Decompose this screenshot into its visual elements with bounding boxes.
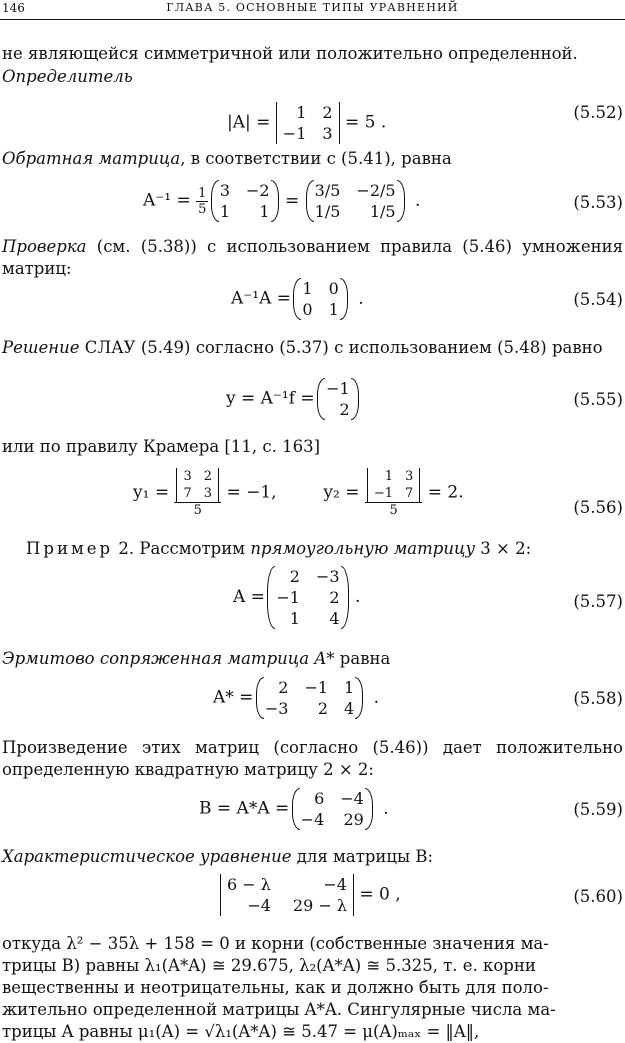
matrix-cell: 7	[183, 486, 192, 501]
paragraph-8	[2, 648, 623, 670]
matrix-cell: −1	[282, 124, 307, 143]
eq-lhs: A⁻¹ =	[143, 190, 191, 211]
term-determinant: Определитель	[2, 67, 133, 86]
eq-rhs: = 5 .	[344, 112, 387, 133]
term-rectangular-matrix: прямоугольную матрицу	[250, 539, 476, 558]
equation-number: (5.53)	[573, 193, 623, 212]
result-2: = 2.	[427, 482, 464, 503]
text-line: трицы A равны μ₁(A) = √λ₁(A*A) ≅ 5.47 = μ(A)ₘₐₓ = ‖A‖,	[2, 1022, 480, 1041]
identity-matrix	[296, 278, 344, 320]
term-hermitian: Эрмитово сопряженная матрица	[2, 649, 310, 668]
cramer-fraction-1	[174, 468, 221, 518]
matrix-cell: 7	[405, 486, 414, 501]
matrix-cell: 6 − λ	[227, 875, 271, 894]
matrix-cell: 3/5	[314, 181, 341, 200]
symbol-a-star: A*	[309, 649, 335, 668]
equation-number: (5.55)	[573, 390, 623, 409]
matrix-cell: 1	[328, 300, 339, 319]
eq-tail: .	[383, 798, 389, 819]
eq-lhs: A =	[233, 587, 265, 607]
equation-number: (5.52)	[573, 103, 623, 122]
eq-lhs: y = A⁻¹f =	[226, 388, 315, 409]
determinant	[367, 468, 420, 502]
cramer-fraction-2	[365, 468, 422, 518]
matrix-cell: 3	[219, 181, 230, 200]
paragraph-text: равна	[334, 649, 391, 668]
matrix-cell: 1	[296, 103, 307, 122]
denominator: 5	[198, 201, 207, 217]
equation-5-55	[0, 378, 625, 426]
equation-5-60	[0, 874, 625, 924]
fraction	[196, 186, 208, 217]
eq-lhs: B = A*A =	[199, 798, 290, 819]
matrix-cell: 1	[302, 279, 313, 298]
matrix-cell: 2	[278, 678, 289, 697]
paragraph-10	[2, 846, 623, 868]
term-characteristic-equation: Характеристическое уравнение	[2, 847, 292, 866]
paragraph-text: 2. Рассмотрим	[113, 539, 251, 558]
matrix-cell: 0	[302, 300, 313, 319]
matrix-cell: 1	[289, 609, 300, 628]
y2-label: y₂ =	[323, 482, 360, 503]
numerator	[365, 468, 422, 503]
paragraph-4	[2, 236, 623, 280]
header-rule	[0, 19, 625, 20]
matrix-cell: −4	[323, 875, 347, 894]
page-number: 146	[2, 1, 25, 15]
matrix-cell: 6	[314, 789, 325, 808]
matrix-cell: −4	[340, 789, 364, 808]
matrix-cell: −3	[315, 567, 340, 586]
eq-lhs: A⁻¹A =	[231, 288, 291, 309]
matrix-cell: 1	[344, 678, 355, 697]
equation-number: (5.59)	[573, 800, 623, 819]
equation-5-52	[0, 90, 625, 143]
eq-tail: .	[358, 288, 364, 309]
paragraph-1: не являющейся симметричной или положительно определенной.	[2, 44, 578, 63]
matrix-cell: −1	[276, 588, 300, 607]
denominator: 5	[389, 503, 398, 518]
eq-lhs: |A| =	[227, 112, 271, 133]
matrix-cell: 4	[344, 699, 355, 718]
equation-number: (5.56)	[573, 498, 623, 517]
matrix-cell: 3	[405, 469, 414, 484]
determinant	[176, 468, 219, 502]
matrix-a-star	[259, 677, 360, 719]
paragraph-6: или по правилу Крамера [11, с. 163]	[2, 437, 321, 456]
matrix-cell: 2	[203, 469, 213, 484]
paragraph-9: Произведение этих матриц (согласно (5.46)) дает положительно определенную квадратную матрицу 2 × 2:	[2, 738, 623, 779]
term-solution: Решение	[2, 338, 80, 357]
text-line: жительно определенной матрицы A*A. Сингулярные числа ма-	[2, 1000, 556, 1019]
numerator: 1	[198, 185, 207, 201]
equation-number: (5.58)	[573, 689, 623, 708]
matrix-cell: −3	[264, 699, 289, 718]
denominator: 5	[193, 503, 202, 518]
eq-tail: .	[414, 190, 421, 211]
matrix-cell: 3	[322, 124, 333, 143]
paragraph-7	[2, 538, 623, 560]
paragraph-2	[2, 66, 623, 88]
matrix-cell: 3	[203, 486, 213, 501]
matrix-1	[214, 180, 276, 222]
paragraph-text: , в соответствии с (5.41), равна	[180, 149, 452, 168]
matrix-cell: 29 − λ	[292, 896, 347, 915]
eq-rhs: = 0 ,	[359, 884, 401, 905]
matrix-cell: 1/5	[369, 202, 396, 221]
equation-5-57	[0, 566, 625, 638]
numerator	[174, 468, 221, 503]
matrix-cell: 2	[289, 567, 300, 586]
matrix-cell: −2/5	[356, 181, 396, 200]
paragraph-3	[2, 148, 623, 170]
matrix-cell: −1	[373, 486, 394, 501]
text-line: вещественны и неотрицательны, как и должно быть для поло-	[2, 978, 549, 997]
text-line: откуда λ² − 35λ + 158 = 0 и корни (собственные значения ма-	[2, 934, 549, 953]
equation-5-56	[0, 466, 625, 528]
equation-5-54	[0, 278, 625, 326]
eq-lhs: A* =	[213, 687, 254, 708]
matrix-cell: 1/5	[314, 202, 341, 221]
matrix-cell: −1	[304, 678, 329, 697]
matrix-cell: 1	[384, 469, 394, 484]
equation-5-59	[0, 788, 625, 836]
equation-number: (5.60)	[573, 887, 623, 906]
matrix-cell: −2	[246, 181, 270, 200]
characteristic-determinant	[220, 874, 354, 916]
paragraph-text: СЛАУ (5.49) согласно (5.37) с использованием (5.48) равно	[79, 338, 603, 357]
result-1: = −1,	[226, 482, 277, 503]
matrix-cell: −1	[326, 379, 350, 398]
matrix-cell: 2	[317, 699, 329, 718]
equation-number: (5.57)	[573, 592, 623, 611]
matrix-b	[295, 788, 370, 830]
eq-tail: .	[373, 687, 380, 708]
matrix-cell: 3	[183, 469, 192, 484]
example-label: Пример	[26, 539, 114, 558]
equation-5-58	[0, 677, 625, 725]
text-line: трицы B) равны λ₁(A*A) ≅ 29.675, λ₂(A*A) ≅ 5.325, т. е. корни	[2, 956, 536, 975]
matrix-cell: −4	[247, 896, 271, 915]
paragraph-11	[2, 933, 623, 1043]
matrix-cell: 2	[339, 400, 350, 419]
equation-number: (5.54)	[573, 290, 623, 309]
paragraph-text: для матрицы B:	[291, 847, 434, 866]
eq-tail: .	[354, 587, 361, 607]
equals-sign: =	[285, 190, 300, 211]
solution-vector	[320, 378, 356, 420]
matrix-cell: 1	[219, 202, 230, 221]
matrix-cell: 2	[329, 588, 340, 607]
matrix-cell: 0	[328, 279, 339, 298]
matrix-cell: −4	[300, 810, 325, 829]
matrix-cell: 29	[343, 810, 364, 829]
running-header	[2, 0, 623, 20]
paragraph-5	[2, 337, 623, 359]
matrix-cell: 2	[322, 103, 333, 122]
determinant-matrix	[276, 102, 340, 144]
matrix-2	[309, 180, 402, 222]
running-title: ГЛАВА 5. ОСНОВНЫЕ ТИПЫ УРАВНЕНИЙ	[166, 1, 459, 14]
matrix-a	[270, 566, 345, 629]
matrix-cell: 4	[329, 609, 340, 628]
matrix-cell: 1	[259, 202, 270, 221]
paragraph-text: 3 × 2:	[475, 539, 532, 558]
y1-label: y₁ =	[133, 482, 170, 503]
equation-5-53	[0, 176, 625, 228]
paragraph-text: (см. (5.38)) с использованием правила (5.46) умножения матриц:	[2, 237, 623, 278]
term-check: Проверка	[2, 237, 87, 256]
term-inverse-matrix: Обратная матрица	[2, 149, 181, 168]
